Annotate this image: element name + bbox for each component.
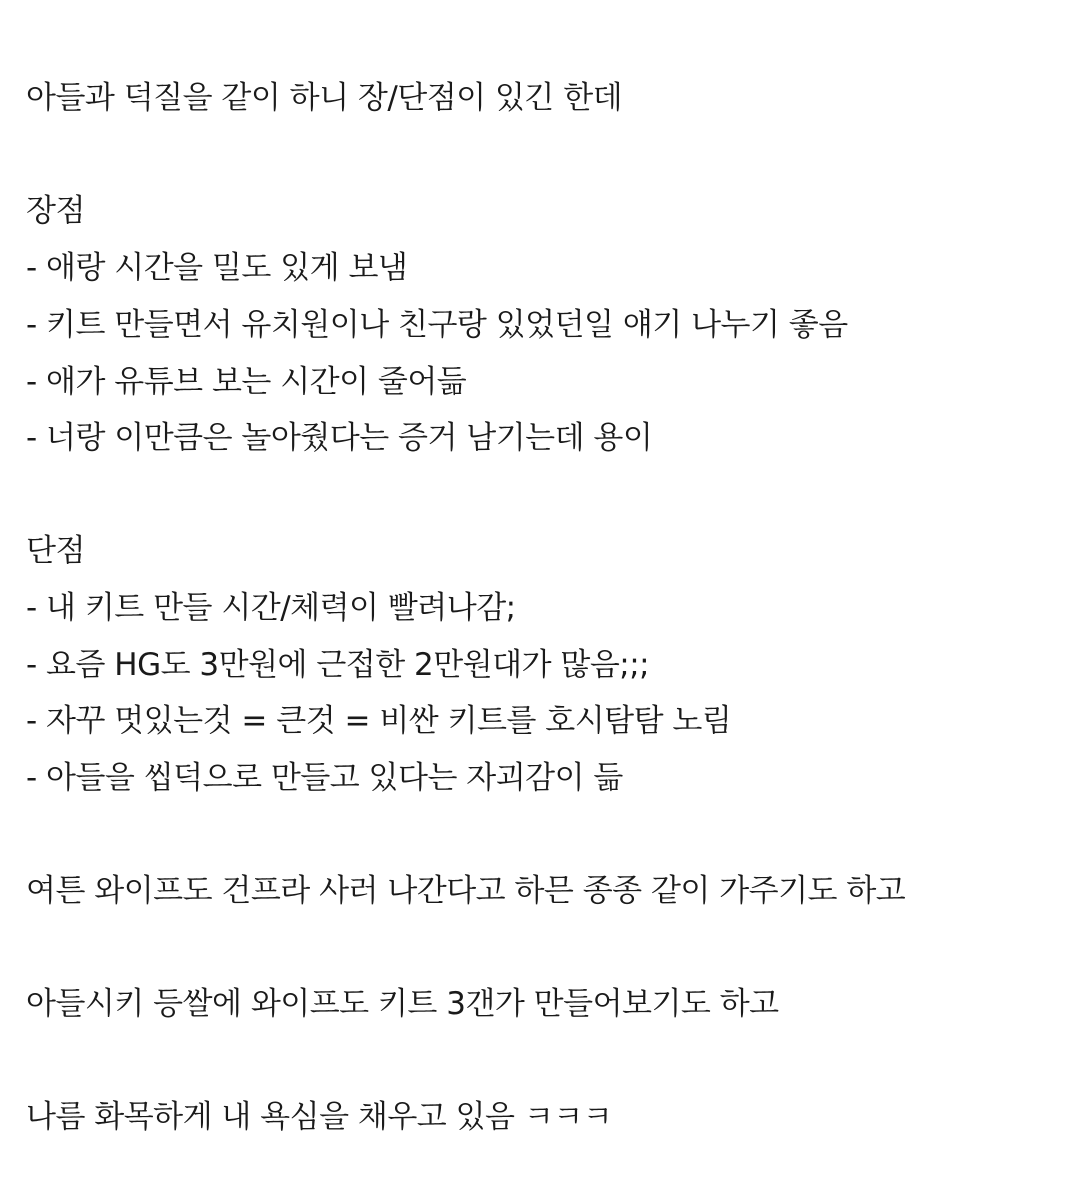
intro-text: 아들과 덕질을 같이 하니 장/단점이 있긴 한데 — [26, 80, 623, 116]
pros-heading: 장점 — [26, 193, 85, 229]
pros-item: - 키트 만들면서 유치원이나 친구랑 있었던일 얘기 나누기 좋음 — [26, 307, 848, 343]
cons-heading: 단점 — [26, 533, 85, 569]
cons-item: - 아들을 씹덕으로 만들고 있다는 자괴감이 듦 — [26, 760, 623, 796]
paragraph-text: 여튼 와이프도 건프라 사러 나간다고 하믄 종종 같이 가주기도 하고 — [26, 873, 906, 909]
pros-item: - 애가 유튜브 보는 시간이 줄어듦 — [26, 364, 467, 400]
cons-item: - 요즘 HG도 3만원에 근접한 2만원대가 많음;;; — [26, 647, 650, 683]
pros-item: - 애랑 시간을 밀도 있게 보냄 — [26, 250, 408, 286]
paragraph-text: 아들시키 등쌀에 와이프도 키트 3갠가 만들어보기도 하고 — [26, 986, 779, 1022]
pros-item: - 너랑 이만큼은 놀아줬다는 증거 남기는데 용이 — [26, 420, 653, 456]
cons-item: - 자꾸 멋있는것 = 큰것 = 비싼 키트를 호시탐탐 노림 — [26, 703, 732, 739]
cons-item: - 내 키트 만들 시간/체력이 빨려나감; — [26, 590, 516, 626]
paragraph-text: 나름 화목하게 내 욕심을 채우고 있음 ㅋㅋㅋ — [26, 1099, 613, 1135]
